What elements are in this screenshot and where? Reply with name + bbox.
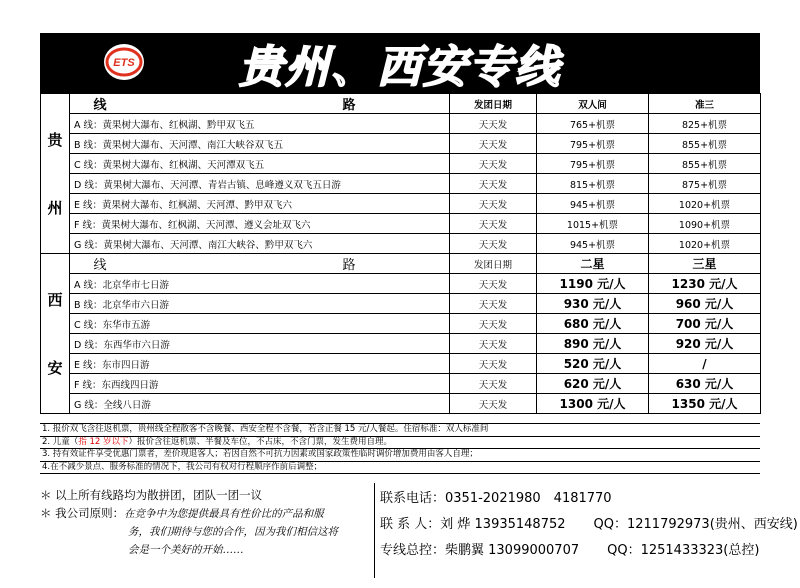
table-row: C 线：黄果树大瀑布、红枫湖、天河潭双飞五 天天发 795+机票 855+机票 (41, 154, 761, 174)
date-header: 发团日期 (450, 254, 537, 274)
table-row: A 线：北京华市七日游 天天发 1190 元/人 1230 元/人 (41, 274, 761, 294)
group-policy: ＊ 以上所有线路均为散拼团，团队一团一议 (40, 488, 263, 502)
title-banner (40, 33, 760, 93)
page-title: 贵州、西安专线 (239, 42, 561, 93)
triple-header: 准三 (649, 94, 761, 114)
table-row: B 线：北京华市六日游 天天发 930 元/人 960 元/人 (41, 294, 761, 314)
footer-divider (374, 483, 375, 578)
guizhou-header-row (41, 94, 761, 114)
footer-left (40, 486, 370, 559)
note-3: 3. 持有效证件享受优惠门票者，差价现退客人；若因自然不可抗力因素或国家政策性临时调价增加费用由客人自理； (40, 449, 760, 462)
table-row: G 线：黄果树大瀑布、天河潭、南江大峡谷、黔甲双飞六 天天发 945+机票 1020+机票 (41, 234, 761, 254)
region-xian: 西 安 (41, 254, 70, 414)
table-row: F 线：东西线四日游 天天发 620 元/人 630 元/人 (41, 374, 761, 394)
table-row: C 线：东华市五游 天天发 680 元/人 700 元/人 (41, 314, 761, 334)
xian-header-row (41, 254, 761, 274)
route-header: 线 路 (70, 254, 450, 274)
contact-manager-row: 专线总控：柴鹏翼 13099000707 QQ：1251433323(总控) (380, 543, 760, 558)
date-header: 发团日期 (450, 94, 537, 114)
note-1: 1. 报价双飞含往返机票，贵州线全程散客不含晚餐、西安全程不含餐，若含正餐 15 元/人餐起。住宿标准：双人标准间 (40, 424, 760, 437)
route-price-table (40, 93, 761, 414)
logo-text: ETS (113, 57, 135, 69)
table-row: E 线：黄果树大瀑布、红枫湖、天河潭、黔甲双飞六 天天发 945+机票 1020+机票 (41, 194, 761, 214)
note-2: 2. 儿童（指 12 岁以下）报价含往返机票、半餐及车位，不占床，不含门票，发生费用自理。 (40, 437, 760, 450)
contact-person-row: 联 系 人：刘 烨 13935148752 QQ：1211792973(贵州、西安线) (380, 517, 798, 532)
region-guizhou: 贵 州 (41, 94, 70, 254)
table-row: A 线：黄果树大瀑布、红枫湖、黔甲双飞五 天天发 765+机票 825+机票 (41, 114, 761, 134)
table-row: D 线：黄果树大瀑布、天河潭、青岩古镇、息峰遵义双飞五日游 天天发 815+机票 875+机票 (41, 174, 761, 194)
motto-line-3: 会是一个美好的开始…… (128, 544, 244, 556)
principle-row: ＊ 我公司原则：在竞争中为您提供最具有性价比的产品和服 (40, 506, 324, 520)
double-room-header: 双人间 (537, 94, 649, 114)
ets-logo (102, 40, 146, 84)
two-star-header: 二星 (537, 254, 649, 274)
table-row: E 线：东市四日游 天天发 520 元/人 / (41, 354, 761, 374)
note-4: 4.在不减少景点、服务标准的情况下，我公司有权对行程顺序作前后调整； (40, 462, 760, 475)
three-star-header: 三星 (649, 254, 761, 274)
route-header: 线 路 (70, 94, 450, 114)
table-row: D 线：东西华市六日游 天天发 890 元/人 920 元/人 (41, 334, 761, 354)
contact-info (380, 486, 798, 564)
contact-phone: 联系电话：0351-2021980 4181770 (380, 491, 612, 506)
notes-section (40, 423, 760, 474)
table-row: F 线：黄果树大瀑布、红枫湖、天河潭、遵义会址双飞六 天天发 1015+机票 1090+机票 (41, 214, 761, 234)
table-row: G 线：全线八日游 天天发 1300 元/人 1350 元/人 (41, 394, 761, 414)
table-row: B 线：黄果树大瀑布、天河潭、南江大峡谷双飞五 天天发 795+机票 855+机票 (41, 134, 761, 154)
motto-line-2: 务，我们期待与您的合作，因为我们相信这将 (128, 526, 338, 538)
